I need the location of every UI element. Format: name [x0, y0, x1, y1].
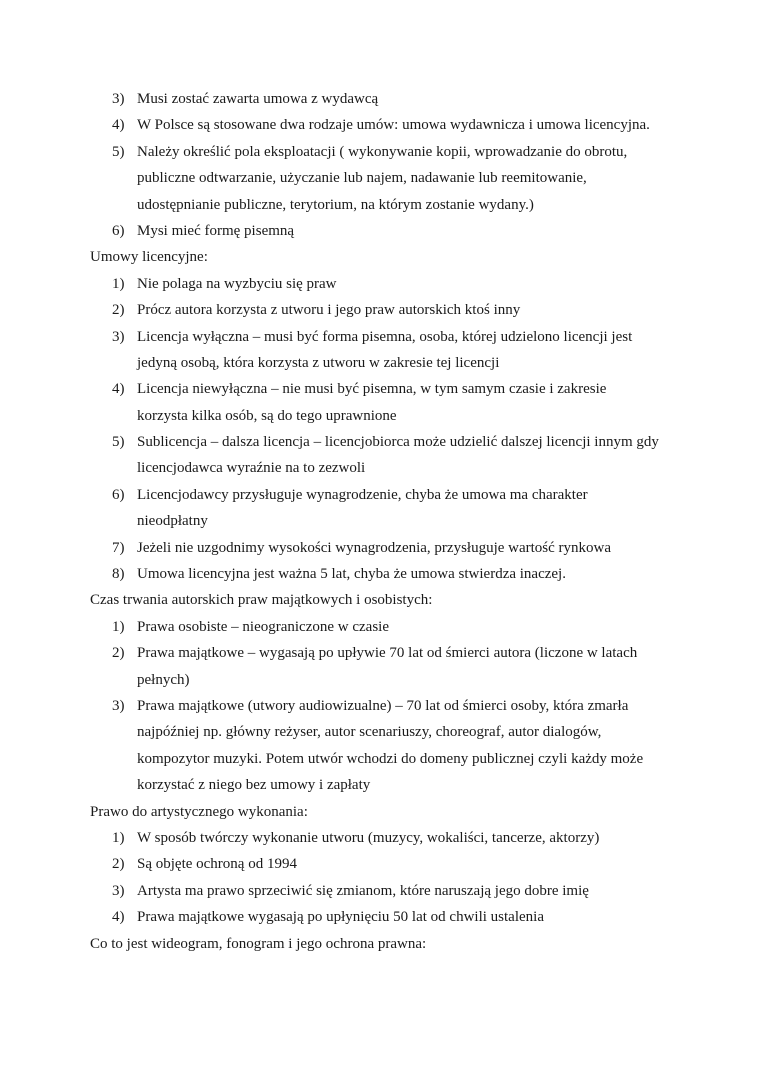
list-line: [0, 825, 760, 851]
list-number: 4): [112, 117, 125, 134]
list-number: 6): [112, 486, 125, 503]
list-text: Artysta ma prawo sprzeciwić się zmianom, które naruszają jego dobre imię: [137, 882, 589, 899]
list-number: 3): [112, 882, 125, 899]
list-line: [0, 139, 760, 165]
list-item: [0, 429, 760, 482]
list-item: [0, 324, 760, 377]
list-item: [0, 112, 760, 138]
list-item: [0, 904, 760, 930]
list-item: [0, 878, 760, 904]
list-text: Licencjodawcy przysługuje wynagrodzenie, chyba że umowa ma charakter: [137, 486, 588, 503]
list-text: Licencja niewyłączna – nie musi być pisemna, w tym samym czasie i zakresie: [137, 381, 607, 398]
list-number: 8): [112, 566, 125, 583]
list-text: Prawa osobiste – nieograniczone w czasie: [137, 618, 389, 635]
list-number: 3): [112, 328, 125, 345]
list-line: [0, 429, 760, 455]
document-page: [0, 86, 760, 957]
list-text: W sposób twórczy wykonanie utworu (muzycy, wokaliści, tancerze, aktorzy): [137, 829, 600, 846]
list-item: [0, 271, 760, 297]
list-text-continuation: nieodpłatny: [137, 513, 208, 530]
list-line: [0, 851, 760, 877]
list-item: [0, 825, 760, 851]
list-line: [0, 376, 760, 402]
list-number: 3): [112, 91, 125, 107]
list-text: Prócz autora korzysta z utworu i jego praw autorskich ktoś inny: [137, 302, 521, 319]
list-number: 5): [112, 143, 125, 160]
list-item: [0, 851, 760, 877]
list-number: 3): [112, 697, 125, 714]
section-heading: Umowy licencyjne:: [90, 249, 208, 266]
list-number: 1): [112, 829, 125, 846]
list-text-continuation: kompozytor muzyki. Potem utwór wchodzi do domeny publicznej czyli każdy może: [137, 750, 644, 767]
list-line: [0, 218, 760, 244]
list-text-continuation: jedyną osobą, która korzysta z utworu w zakresie tej licencji: [137, 354, 500, 371]
list-line: [0, 904, 760, 930]
list-line: [0, 112, 760, 138]
list-line: [0, 324, 760, 350]
list-item: [0, 693, 760, 799]
list-item: [0, 482, 760, 535]
list-text-continuation: publiczne odtwarzanie, użyczanie lub najem, nadawanie lub reemitowanie,: [137, 170, 587, 187]
list-text: Licencja wyłączna – musi być forma pisemna, osoba, której udzielono licencji jest: [137, 328, 633, 345]
section-heading: Czas trwania autorskich praw majątkowych i osobistych:: [90, 592, 433, 609]
list-text-continuation: korzysta kilka osób, są do tego uprawnione: [137, 407, 397, 424]
list-text-continuation: licencjodawca wyraźnie na to zezwoli: [137, 460, 366, 477]
list-line: [0, 535, 760, 561]
list-item: [0, 297, 760, 323]
list-item: [0, 86, 760, 112]
list-item: [0, 218, 760, 244]
list-text-continuation: pełnych): [137, 671, 190, 688]
list-text: W Polsce są stosowane dwa rodzaje umów: umowa wydawnicza i umowa licencyjna.: [137, 117, 650, 134]
list-text: Należy określić pola eksploatacji ( wykonywanie kopii, wprowadzanie do obrotu,: [137, 143, 628, 160]
list-text: Prawa majątkowe – wygasają po upływie 70 lat od śmierci autora (liczone w latach: [137, 645, 638, 662]
list-number: 5): [112, 434, 125, 451]
list-number: 2): [112, 302, 125, 319]
list-text: Musi zostać zawarta umowa z wydawcą: [137, 91, 379, 107]
list-text-continuation: udostępnianie publiczne, terytorium, na którym zostanie wydany.): [137, 196, 534, 213]
section-heading: Co to jest wideogram, fonogram i jego ochrona prawna:: [90, 935, 427, 952]
list-item: [0, 535, 760, 561]
list-line: [0, 878, 760, 904]
list-text: Są objęte ochroną od 1994: [137, 856, 297, 873]
list-text: Nie polaga na wyzbyciu się praw: [137, 275, 337, 292]
list-line: [0, 271, 760, 297]
list-line: [0, 297, 760, 323]
list-line: [0, 640, 760, 666]
list-text: Sublicencja – dalsza licencja – licencjobiorca może udzielić dalszej licencji innym gdy: [137, 434, 659, 451]
list-item: [0, 614, 760, 640]
list-number: 4): [112, 381, 125, 398]
list-line: [0, 86, 760, 112]
list-text: Umowa licencyjna jest ważna 5 lat, chyba że umowa stwierdza inaczej.: [137, 566, 566, 583]
list-number: 1): [112, 618, 125, 635]
list-number: 2): [112, 856, 125, 873]
list-item: [0, 640, 760, 693]
list-text: Jeżeli nie uzgodnimy wysokości wynagrodzenia, przysługuje wartość rynkowa: [137, 539, 612, 556]
list-text: Prawa majątkowe (utwory audiowizualne) – 70 lat od śmierci osoby, która zmarła: [137, 697, 629, 714]
list-number: 6): [112, 222, 125, 239]
list-item: [0, 376, 760, 429]
list-line: [0, 561, 760, 587]
list-text-continuation: najpóźniej np. główny reżyser, autor scenariuszy, choreograf, autor dialogów,: [137, 724, 602, 741]
list-text: Prawa majątkowe wygasają po upłynięciu 50 lat od chwili ustalenia: [137, 909, 544, 926]
list-number: 7): [112, 539, 125, 556]
list-line: [0, 693, 760, 719]
list-item: [0, 139, 760, 218]
list-line: [0, 614, 760, 640]
list-line: [0, 482, 760, 508]
list-item: [0, 561, 760, 587]
list-text-continuation: korzystać z niego bez umowy i zapłaty: [137, 777, 371, 794]
list-number: 2): [112, 645, 125, 662]
section-heading: Prawo do artystycznego wykonania:: [90, 803, 308, 820]
list-text: Mysi mieć formę pisemną: [137, 222, 295, 239]
list-number: 4): [112, 909, 125, 926]
list-number: 1): [112, 275, 125, 292]
